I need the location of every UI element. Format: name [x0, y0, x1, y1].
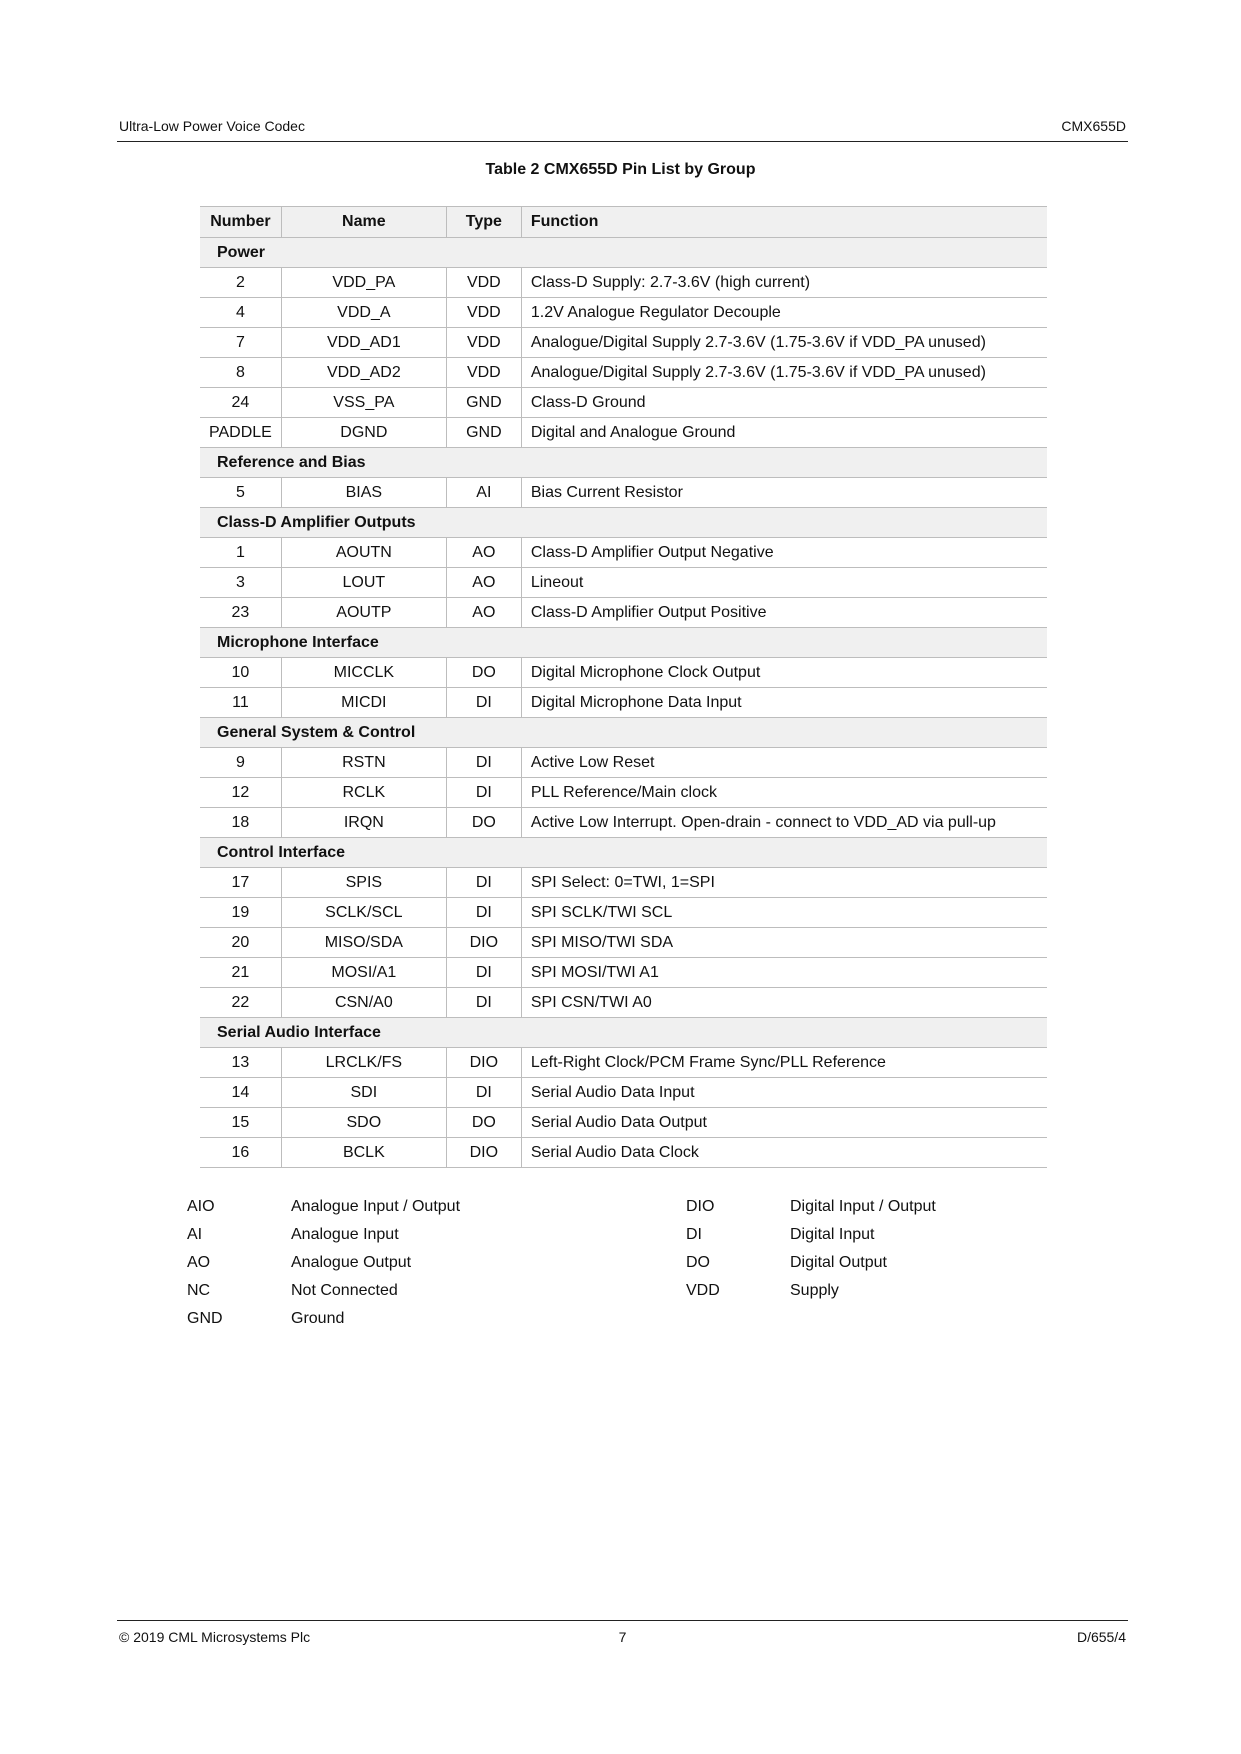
pin-number: 1: [200, 538, 281, 568]
pin-number: 23: [200, 598, 281, 628]
pin-number: 10: [200, 658, 281, 688]
pin-number: 2: [200, 268, 281, 298]
table-row: [200, 898, 1047, 928]
pin-function: Active Low Reset: [521, 748, 1047, 778]
pin-type: DI: [446, 748, 521, 778]
pin-number: 8: [200, 358, 281, 388]
legend-item: [686, 1198, 1106, 1226]
pin-type: DIO: [446, 1138, 521, 1168]
table-row: [200, 358, 1047, 388]
legend-abbreviation: GND: [187, 1310, 223, 1327]
pin-name: LRCLK/FS: [281, 1048, 446, 1078]
pin-function: Lineout: [521, 568, 1047, 598]
pin-list-table: [200, 206, 1047, 1168]
legend-right-column: [686, 1198, 1106, 1310]
pin-number: 14: [200, 1078, 281, 1108]
pin-type: VDD: [446, 358, 521, 388]
pin-function: SPI MOSI/TWI A1: [521, 958, 1047, 988]
table-row: [200, 268, 1047, 298]
legend-item: [187, 1254, 607, 1282]
pin-type: DI: [446, 958, 521, 988]
table-row: [200, 808, 1047, 838]
legend-abbreviation: DO: [686, 1254, 710, 1271]
pin-function: SPI Select: 0=TWI, 1=SPI: [521, 868, 1047, 898]
table-row: [200, 538, 1047, 568]
table-row: [200, 598, 1047, 628]
pin-number: 20: [200, 928, 281, 958]
pin-name: VSS_PA: [281, 388, 446, 418]
pin-name: AOUTN: [281, 538, 446, 568]
pin-function: Serial Audio Data Clock: [521, 1138, 1047, 1168]
pin-number: 16: [200, 1138, 281, 1168]
table-row: [200, 778, 1047, 808]
pin-name: VDD_PA: [281, 268, 446, 298]
pin-name: SDO: [281, 1108, 446, 1138]
table-row: [200, 988, 1047, 1018]
legend-abbreviation: AIO: [187, 1198, 215, 1215]
legend-abbreviation: AO: [187, 1254, 211, 1271]
table-row: [200, 688, 1047, 718]
pin-name: SPIS: [281, 868, 446, 898]
legend-abbreviation: DIO: [686, 1198, 715, 1215]
table-row: [200, 298, 1047, 328]
pin-type: DI: [446, 868, 521, 898]
pin-function: Class-D Supply: 2.7-3.6V (high current): [521, 268, 1047, 298]
pin-list-body: [200, 238, 1047, 1168]
group-title: Power: [200, 238, 1047, 268]
pin-type: DI: [446, 688, 521, 718]
pin-name: BCLK: [281, 1138, 446, 1168]
pin-number: 19: [200, 898, 281, 928]
table-row: [200, 568, 1047, 598]
pin-type: VDD: [446, 268, 521, 298]
pin-function: 1.2V Analogue Regulator Decouple: [521, 298, 1047, 328]
pin-name: DGND: [281, 418, 446, 448]
pin-type: DO: [446, 658, 521, 688]
legend-item: [686, 1226, 1106, 1254]
legend-abbreviation: AI: [187, 1226, 203, 1243]
pin-function: PLL Reference/Main clock: [521, 778, 1047, 808]
legend-description: Digital Input / Output: [790, 1198, 936, 1215]
pin-name: RSTN: [281, 748, 446, 778]
footer-page-number: 7: [618, 1629, 627, 1645]
group-title: General System & Control: [200, 718, 1047, 748]
legend-description: Supply: [790, 1282, 839, 1299]
group-row: [200, 628, 1047, 658]
column-header-number: Number: [200, 207, 281, 238]
pin-name: SDI: [281, 1078, 446, 1108]
legend-description: Ground: [291, 1310, 345, 1327]
pin-name: CSN/A0: [281, 988, 446, 1018]
pin-number: 18: [200, 808, 281, 838]
table-row: [200, 418, 1047, 448]
pin-number: PADDLE: [200, 418, 281, 448]
table-row: [200, 1078, 1047, 1108]
pin-function: Serial Audio Data Output: [521, 1108, 1047, 1138]
pin-function: Active Low Interrupt. Open-drain - connect to VDD_AD via pull-up: [521, 808, 1047, 838]
pin-name: MICDI: [281, 688, 446, 718]
pin-name: IRQN: [281, 808, 446, 838]
pin-name: VDD_AD2: [281, 358, 446, 388]
group-title: Class-D Amplifier Outputs: [200, 508, 1047, 538]
table-row: [200, 1108, 1047, 1138]
pin-name: AOUTP: [281, 598, 446, 628]
group-title: Control Interface: [200, 838, 1047, 868]
group-title: Reference and Bias: [200, 448, 1047, 478]
group-row: [200, 448, 1047, 478]
pin-function: Bias Current Resistor: [521, 478, 1047, 508]
pin-type: VDD: [446, 328, 521, 358]
pin-name: MOSI/A1: [281, 958, 446, 988]
legend-description: Analogue Input: [291, 1226, 399, 1243]
table-row: [200, 1048, 1047, 1078]
pin-function: Serial Audio Data Input: [521, 1078, 1047, 1108]
pin-function: Class-D Amplifier Output Positive: [521, 598, 1047, 628]
pin-function: Left-Right Clock/PCM Frame Sync/PLL Reference: [521, 1048, 1047, 1078]
pin-function: Digital Microphone Clock Output: [521, 658, 1047, 688]
group-row: [200, 1018, 1047, 1048]
header-document-title: Ultra-Low Power Voice Codec: [119, 118, 305, 134]
legend-left-column: [187, 1198, 607, 1338]
legend-description: Digital Output: [790, 1254, 887, 1271]
pin-number: 15: [200, 1108, 281, 1138]
pin-function: SPI MISO/TWI SDA: [521, 928, 1047, 958]
column-header-type: Type: [446, 207, 521, 238]
legend-item: [187, 1310, 607, 1338]
pin-type: DI: [446, 898, 521, 928]
pin-function: Analogue/Digital Supply 2.7-3.6V (1.75-3.6V if VDD_PA unused): [521, 358, 1047, 388]
pin-type: AO: [446, 538, 521, 568]
table-row: [200, 1138, 1047, 1168]
pin-number: 9: [200, 748, 281, 778]
pin-number: 24: [200, 388, 281, 418]
pin-type: DI: [446, 1078, 521, 1108]
pin-type: DO: [446, 1108, 521, 1138]
pin-function: Analogue/Digital Supply 2.7-3.6V (1.75-3.6V if VDD_PA unused): [521, 328, 1047, 358]
pin-type: DIO: [446, 1048, 521, 1078]
pin-type: DI: [446, 778, 521, 808]
pin-name: MICCLK: [281, 658, 446, 688]
pin-type: GND: [446, 388, 521, 418]
table-caption: Table 2 CMX655D Pin List by Group: [485, 161, 756, 178]
table-row: [200, 958, 1047, 988]
pin-type: AO: [446, 598, 521, 628]
legend-item: [686, 1282, 1106, 1310]
table-row: [200, 388, 1047, 418]
page-footer: [117, 1620, 1128, 1651]
pin-number: 12: [200, 778, 281, 808]
pin-number: 22: [200, 988, 281, 1018]
pin-number: 3: [200, 568, 281, 598]
footer-copyright: © 2019 CML Microsystems Plc: [119, 1629, 311, 1645]
header-part-number: CMX655D: [1061, 118, 1126, 134]
pin-name: MISO/SDA: [281, 928, 446, 958]
table-row: [200, 868, 1047, 898]
pin-type: DO: [446, 808, 521, 838]
pin-type: DI: [446, 988, 521, 1018]
legend-item: [187, 1198, 607, 1226]
pin-function: Digital and Analogue Ground: [521, 418, 1047, 448]
pin-name: BIAS: [281, 478, 446, 508]
pin-type: GND: [446, 418, 521, 448]
legend-item: [187, 1282, 607, 1310]
legend-abbreviation: NC: [187, 1282, 211, 1299]
table-row: [200, 928, 1047, 958]
legend-description: Digital Input: [790, 1226, 875, 1243]
legend-description: Not Connected: [291, 1282, 398, 1299]
legend-abbreviation: DI: [686, 1226, 702, 1243]
column-header-name: Name: [281, 207, 446, 238]
footer-document-code: D/655/4: [1076, 1629, 1126, 1645]
pin-type: AI: [446, 478, 521, 508]
group-row: [200, 838, 1047, 868]
pin-number: 13: [200, 1048, 281, 1078]
table-header-row: [200, 207, 1047, 238]
pin-type: VDD: [446, 298, 521, 328]
pin-function: Class-D Amplifier Output Negative: [521, 538, 1047, 568]
page-header: [117, 117, 1128, 142]
pin-name: SCLK/SCL: [281, 898, 446, 928]
pin-name: LOUT: [281, 568, 446, 598]
pin-number: 7: [200, 328, 281, 358]
pin-name: VDD_AD1: [281, 328, 446, 358]
pin-function: Digital Microphone Data Input: [521, 688, 1047, 718]
table-row: [200, 478, 1047, 508]
pin-number: 4: [200, 298, 281, 328]
group-title: Microphone Interface: [200, 628, 1047, 658]
legend-item: [686, 1254, 1106, 1282]
pin-name: RCLK: [281, 778, 446, 808]
pin-number: 5: [200, 478, 281, 508]
pin-function: Class-D Ground: [521, 388, 1047, 418]
column-header-function: Function: [521, 207, 1047, 238]
pin-type: AO: [446, 568, 521, 598]
pin-number: 17: [200, 868, 281, 898]
table-row: [200, 328, 1047, 358]
pin-name: VDD_A: [281, 298, 446, 328]
legend-item: [187, 1226, 607, 1254]
table-row: [200, 748, 1047, 778]
group-row: [200, 238, 1047, 268]
pin-function: SPI CSN/TWI A0: [521, 988, 1047, 1018]
legend-description: Analogue Input / Output: [291, 1198, 461, 1215]
pin-function: SPI SCLK/TWI SCL: [521, 898, 1047, 928]
pin-number: 21: [200, 958, 281, 988]
pin-number: 11: [200, 688, 281, 718]
group-row: [200, 718, 1047, 748]
group-row: [200, 508, 1047, 538]
legend-abbreviation: VDD: [686, 1282, 720, 1299]
table-row: [200, 658, 1047, 688]
legend-description: Analogue Output: [291, 1254, 412, 1271]
group-title: Serial Audio Interface: [200, 1018, 1047, 1048]
pin-type: DIO: [446, 928, 521, 958]
